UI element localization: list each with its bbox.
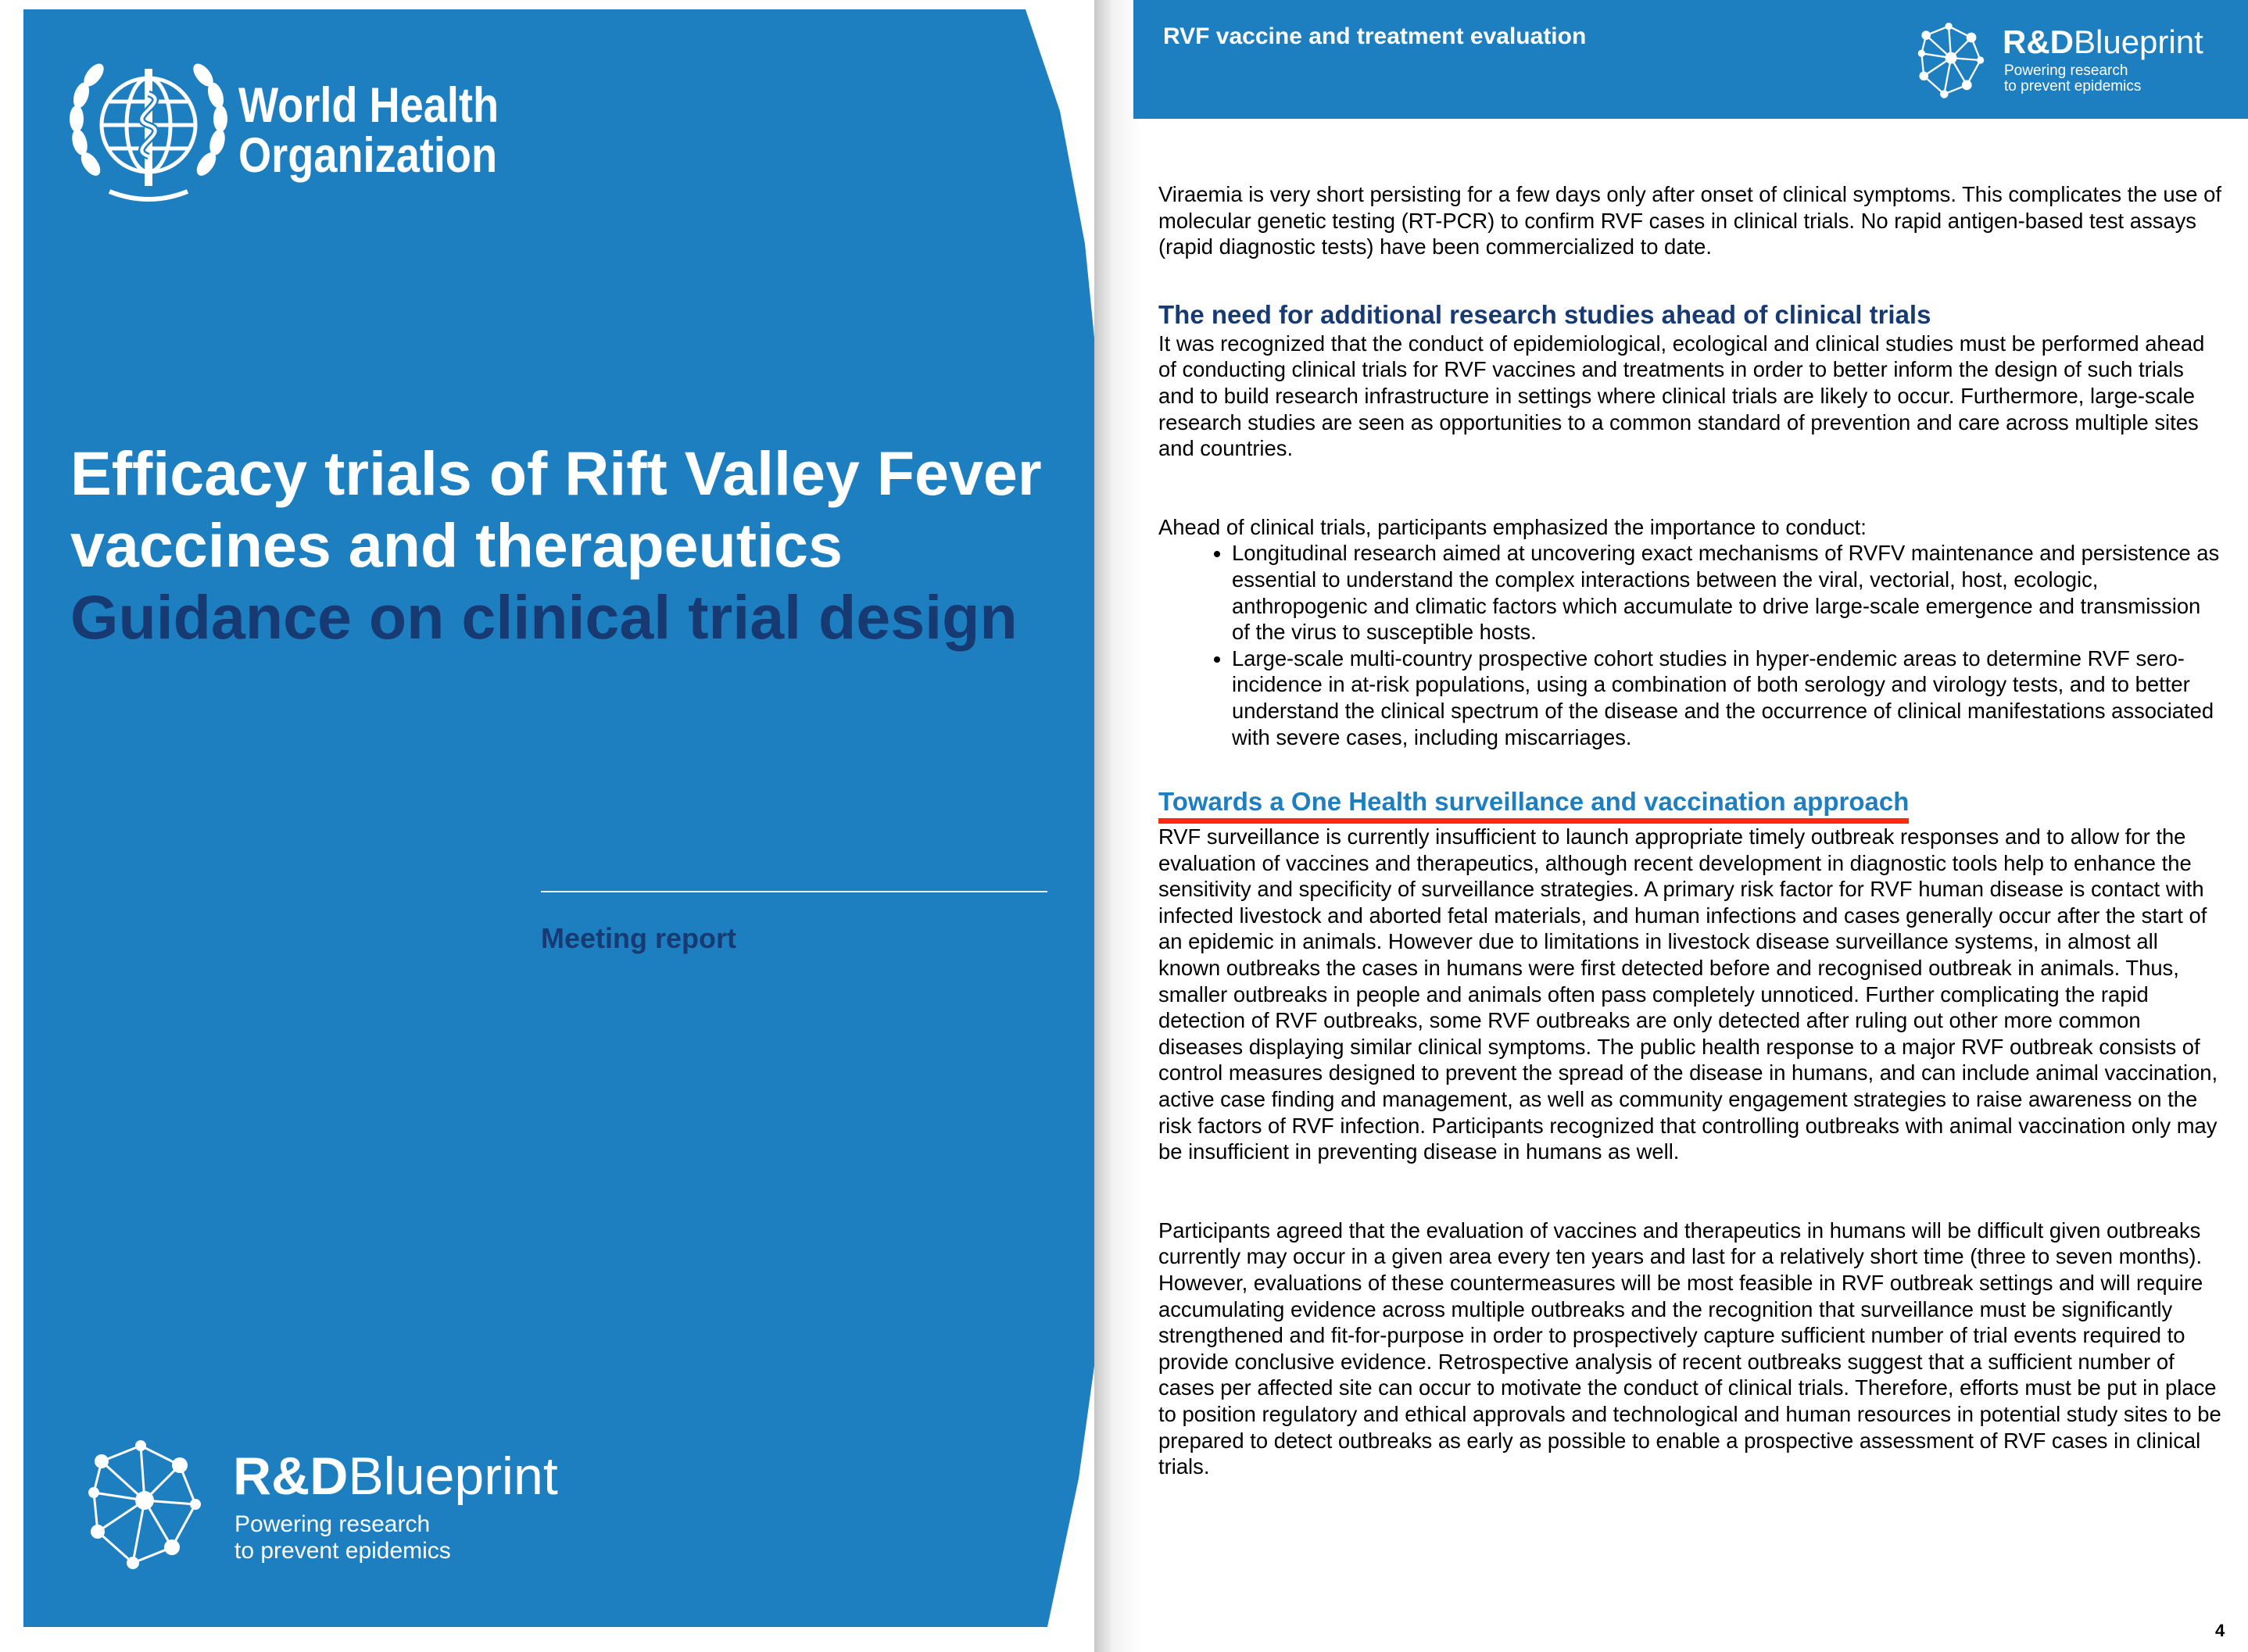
page-body xyxy=(1158,181,2221,1480)
who-emblem-icon xyxy=(55,47,242,211)
research-paragraph: It was recognized that the conduct of epidemiological, ecological and clinical studies must be performed ahead of conducting clinical trials for RVF vaccines and treatments in order to better inform the design of such trials and to build research infrastructure in settings where clinical trials are likely to occur. Furthermore, large-scale research studies are seen as opportunities to a common standard of prevention and care across multiple sites and countries. xyxy=(1158,331,2205,461)
intro-paragraph: Viraemia is very short persisting for a few days only after onset of clinical symptoms. This complicates the use of molecular genetic testing (RT-PCR) to confirm RVF cases in clinical trials. No rapid antigen-based test assays (rapid diagnostic tests) have been commercialized to date. xyxy=(1158,182,2221,259)
section-heading-research: The need for additional research studies ahead of clinical trials xyxy=(1158,299,1931,329)
who-name-line2: Organization xyxy=(238,128,498,183)
list-item: • Large-scale multi-country prospective cohort studies in hyper-endemic areas to determine RVF sero-incidence in at-risk populations, using a combination of both serology and virology tests, and to better understand the clinical spectrum of the disease and the occurrence of clinical manifestations associated with severe cases, including miscarriages. xyxy=(1232,645,2221,750)
header-tagline-line1: Powering research xyxy=(2004,63,2128,79)
page-header-title: RVF vaccine and treatment evaluation xyxy=(1163,23,1587,49)
surveillance-paragraph: RVF surveillance is currently insufficient to launch appropriate timely outbreak responses and to allow for the evaluation of vaccines and therapeutics, although recent development in diagnostic tools help to enhance the sensitivity and specificity of surveillance strategies. A primary risk factor for RVF human disease is contact with infected livestock and aborted fetal materials, and human infections and cases generally occur after the start of an epidemic in animals. However due to limitations in livestock disease surveillance systems, in almost all known outbreaks the cases in humans were first detected before and recognised outbreak in animals. Thus, smaller outbreaks in people and animals often pass completely unnoticed. Further complicating the rapid detection of RVF outbreaks, some RVF outbreaks are only detected after ruling out other more common diseases displaying similar clinical symptoms. The public health response to a major RVF outbreak consists of control measures designed to prevent the spread of the disease in humans, and can include animal vaccination, active case finding and management, as well as community engagement strategies to raise awareness on the risk factors of RVF infection. Participants recognized that controlling outbreaks with animal vaccination only may be insufficient in preventing disease in humans as well. xyxy=(1158,824,2218,1164)
list-item: • Longitudinal research aimed at uncovering exact mechanisms of RVFV maintenance and persistence as essential to understand the complex interactions between the viral, vectorial, host, ecologic, anthropogenic and climatic factors which accumulate to drive large-scale emergence and transmission of the virus to susceptible hosts. xyxy=(1232,540,2221,645)
evaluation-paragraph: Participants agreed that the evaluation of vaccines and therapeutics in humans will be difficult given outbreaks currently may occur in a given area every ten years and last for a relatively short time (three to seven months). However, evaluations of these countermeasures will be most feasible in RVF outbreak settings and will require accumulating evidence across multiple outbreaks and the recognition that surveillance must be significantly strengthened and fit-for-purpose in order to prospectively capture sufficient number of trial events required to provide conclusive evidence. Retrospective analysis of recent outbreaks suggest that a sufficient number of cases per affected site can occur to motivate the conduct of clinical trials. Therefore, efforts must be put in place to position regulatory and ethical approvals and technological and human resources in potential study sites to be prepared to detect outbreaks as early as possible to enable a prospective assessment of RVF cases in clinical trials. xyxy=(1158,1218,2221,1479)
ahead-paragraph: Ahead of clinical trials, participants emphasized the importance to conduct: xyxy=(1158,514,1867,539)
rd-name-bold: R&D xyxy=(233,1446,349,1506)
section-heading-one-health: Towards a One Health surveillance and vaccination approach xyxy=(1158,786,1909,824)
cover-divider xyxy=(541,891,1047,892)
cover-title-line2: vaccines and therapeutics xyxy=(70,510,843,580)
header-tagline-line2: to prevent epidemics xyxy=(2004,78,2142,95)
rd-tagline-line2: to prevent epidemics xyxy=(234,1538,451,1564)
header-rd-name-bold: R&D xyxy=(2003,23,2074,60)
cover-title-line1: Efficacy trials of Rift Valley Fever xyxy=(70,438,1042,508)
rd-blueprint-network-icon xyxy=(78,1430,211,1579)
cover-title-block xyxy=(70,438,1102,653)
rd-name-light: Blueprint xyxy=(348,1446,558,1506)
research-bullet-list xyxy=(1158,540,2221,750)
page-fold-shadow xyxy=(1094,0,1141,1652)
meeting-report-label: Meeting report xyxy=(541,922,737,954)
report-cover-page xyxy=(23,9,1110,1627)
cover-subtitle: Guidance on clinical trial design xyxy=(70,582,1018,652)
rd-blueprint-name xyxy=(233,1446,558,1507)
header-rd-name-light: Blueprint xyxy=(2074,23,2203,60)
page-number: 4 xyxy=(2215,1621,2225,1640)
rd-tagline-line1: Powering research xyxy=(234,1511,431,1537)
who-name-line1: World Health xyxy=(238,78,499,133)
header-rd-blueprint-name xyxy=(2003,23,2203,61)
rd-blueprint-network-icon xyxy=(1907,17,1995,103)
